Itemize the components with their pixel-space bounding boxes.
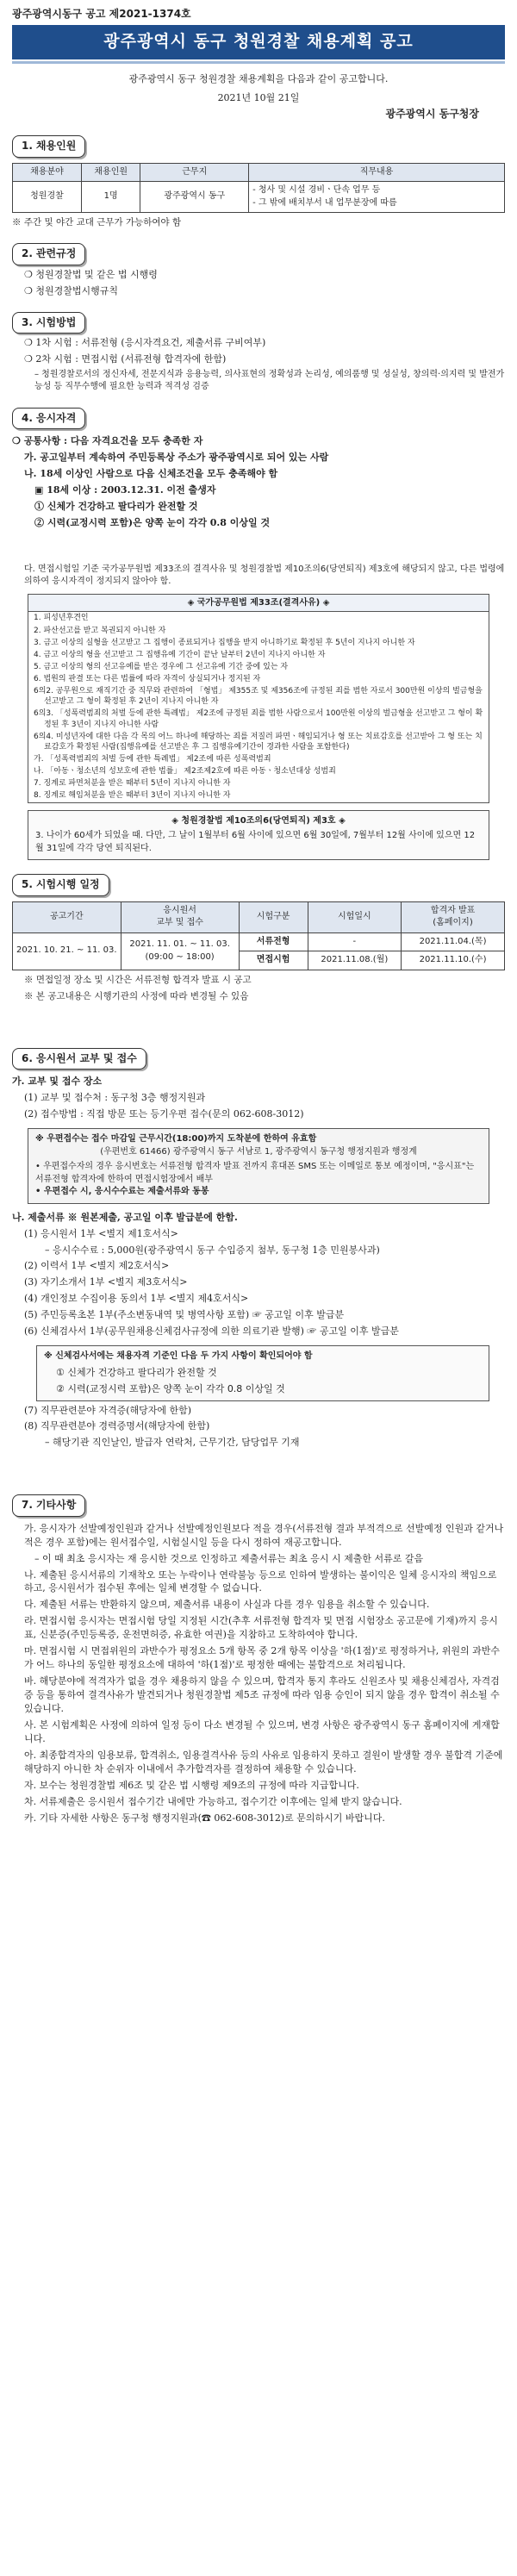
section-number: 1. [22, 140, 33, 153]
disqualification-item: 가. 「성폭력범죄의 처벌 등에 관한 특례법」 제2조에 따른 성폭력범죄 [34, 755, 271, 764]
etc-item: 가. 응시자가 선발예정인원과 같거나 선발예정인원보다 적을 경우(서류전형 결과 부적격으로 선발예정 인원과 같거나 적은 경우 포함)에는 원서접수일, 시험실시일 등을 다시 정하여 재공고합니다. [24, 1522, 504, 1548]
list-item: ❍ 청원경찰법 및 같은 법 시행령 [24, 268, 158, 280]
disqualification-item: 5. 금고 이상의 형의 선고유예를 받은 경우에 그 선고유예 기간 중에 있는 자 [34, 662, 289, 671]
list-item: ② 시력(교정시력 포함)은 양쪽 눈이 각각 0.8 이상일 것 [56, 1382, 285, 1394]
mail-submission-box [28, 1128, 489, 1204]
table-header-row [13, 163, 505, 182]
requirement-na: 나. 18세 이상인 사람으로 다음 신체조건을 모두 충족해야 함 [24, 468, 278, 480]
etc-list [12, 1522, 505, 1825]
section-heading-schedule [12, 874, 109, 895]
table-cell: 2021.11.08.(월) [308, 951, 401, 970]
disqualification-item: 6의4. 미성년자에 대한 다음 각 목의 어느 하나에 해당하는 죄를 저질러 파면ㆍ해임되거나 형 또는 치료감호를 선고받아 그 형 또는 치료감호가 확정된 사람(집행유예를 선고받은 후 그 집행유예기간이 경과한 사람을 포함한다) [34, 732, 483, 752]
notice-date: 2021년 10월 21일 [217, 91, 300, 103]
etc-item: 마. 면접시험 시 면접위원의 과반수가 평정요소 5개 항목 중 2개 항목 이상을 '하(1점)'로 평정하거나, 위원의 과반수가 어느 하나의 동일한 평정요소에 대하여 '하(1점)'로 평정한 때에는 불합격으로 처리됩니다. [24, 1645, 500, 1671]
etc-item: 다. 제출된 서류는 반환하지 않으며, 제출서류 내용이 사실과 다를 경우 임용을 취소할 수 있습니다. [24, 1599, 430, 1611]
box-line: • 우편접수자의 경우 응시번호는 서류전형 합격자 발표 전까지 휴대폰 SMS 또는 이메일로 통보 예정이며, "응시표"는 서류전형 합격자에 한하여 면접시험장에서 배부 [35, 1162, 475, 1184]
callout-text: 3. 나이가 60세가 되었을 때. 다만, 그 날이 1월부터 6월 사이에 있으면 6월 30일에, 7월부터 12월 사이에 있으면 12월 31일에 각각 당연 퇴직된다. [35, 831, 476, 853]
box-line: • 우편접수 시, 응시수수료는 제출서류와 동봉 [35, 1187, 209, 1197]
table-cell: 2021. 11. 01. ~ 11. 03. (09:00 ~ 18:00) [121, 932, 239, 970]
table-cell: 2021.11.10.(수) [402, 951, 505, 970]
table-cell: - 청사 및 시설 경비ㆍ단속 업무 등 - 그 밖에 배치부서 내 업무분장에 따름 [249, 182, 505, 213]
document-number: 광주광역시동구 공고 제2021-1374호 [12, 8, 191, 20]
section-title: 시험방법 [35, 315, 77, 328]
document-item: – 해당기관 직인날인, 발급자 연락처, 근무기간, 담당업무 기재 [45, 1437, 300, 1449]
etc-item: 라. 면접시험 응시자는 면접시험 당일 지정된 시간(추후 서류전형 합격자 및 면접 시험장소 공고문에 기재)까지 응시표, 신분증(주민등록증, 운전면허증, 유효한 여권)을 지참하고 도착하여야 합니다. [24, 1615, 498, 1641]
schedule-note: ※ 면접일정 장소 및 시간은 서류전형 합격자 발표 시 공고 [24, 974, 252, 985]
disqualification-item: 3. 금고 이상의 실형을 선고받고 그 집행이 종료되거나 집행을 받지 아니하기로 확정된 후 5년이 지나지 아니한 자 [34, 638, 415, 647]
table-cell: 서류전형 [239, 932, 308, 951]
list-item: – 청원경찰로서의 정신자세, 전문지식과 응용능력, 의사표현의 정확성과 논리성, 예의품행 및 성실성, 창의력·의지력 및 발전가능성 등 직무수행에 필요한 능력과 적격성 검증 [34, 369, 505, 392]
list-item: (1) 교부 및 접수처 : 동구청 3층 행정지원과 [24, 1092, 206, 1104]
box-line: ※ 우편접수는 접수 마감일 근무시간(18:00)까지 도착분에 한하여 유효함 [35, 1134, 317, 1145]
table-header: 응시원서 교부 및 접수 [121, 901, 239, 932]
table-header: 채용분야 [13, 163, 82, 182]
disqualification-item: 6. 법원의 판결 또는 다른 법률에 따라 자격이 상실되거나 정지된 자 [34, 675, 261, 684]
table-header: 시험일시 [308, 901, 401, 932]
list-item: ❍ 1차 시험 : 서류전형 (응시자격요건, 제출서류 구비여부) [24, 336, 266, 348]
disqualification-item: 1. 피성년후견인 [34, 614, 89, 623]
section-number: 5. [22, 878, 33, 891]
section-heading-qualifications [12, 408, 85, 429]
document-item: (2) 이력서 1부 <별지 제2호서식> [24, 1260, 170, 1272]
disqualification-list [28, 612, 489, 801]
list-item: ① 신체가 건강하고 팔다리가 완전할 것 [56, 1366, 217, 1378]
body-condition-1: ① 신체가 건강하고 팔다리가 완전할 것 [34, 500, 198, 512]
document-item: (5) 주민등록초본 1부(주소변동내역 및 병역사항 포함) ☞ 공고일 이후 발급분 [24, 1309, 345, 1321]
section-heading-regulations [12, 243, 85, 265]
section-title: 채용인원 [35, 140, 77, 153]
section-title: 관련규정 [35, 247, 77, 260]
disqualification-item: 2. 파산선고를 받고 복권되지 아니한 자 [34, 626, 166, 635]
document-item: – 응시수수료 : 5,000원(광주광역시 동구 수입증지 첨부, 동구청 1층 민원봉사과) [45, 1244, 380, 1256]
section-title: 응시원서 교부 및 접수 [35, 1051, 137, 1064]
document-item: (6) 신체검사서 1부(공무원채용신체검사규정에 의한 의료기관 발행) ☞ 공고일 이후 발급분 [24, 1325, 399, 1338]
age-condition: ▣ 18세 이상 : 2003.12.31. 이전 출생자 [34, 484, 216, 496]
table-header-row [13, 901, 505, 932]
table-header: 채용인원 [81, 163, 140, 182]
subsection-na: 나. 제출서류 ※ 원본제출, 공고일 이후 발급분에 한함. [12, 1211, 238, 1223]
section-number: 4. [22, 411, 33, 424]
table-row [13, 932, 505, 951]
table-cell: 청원경찰 [13, 182, 82, 213]
subsection-ga: 가. 교부 및 접수 장소 [12, 1076, 103, 1088]
box-title: ◈ 국가공무원법 제33조(결격사유) ◈ [28, 595, 489, 613]
list-item: (2) 접수방법 : 직접 방문 또는 등기우편 접수(문의 062-608-3012) [24, 1108, 304, 1120]
schedule-note: ※ 본 공고내용은 시행기관의 사정에 따라 변경될 수 있음 [24, 990, 249, 1001]
disqualification-item: 4. 금고 이상의 형을 선고받고 그 집행유예 기간이 끝난 날부터 2년이 지나지 아니한 자 [34, 650, 326, 659]
medical-check-box [36, 1345, 489, 1400]
box-line: (우편번호 61466) 광주광역시 동구 서남로 1, 광주광역시 동구청 행정지원과 행정계 [100, 1146, 417, 1157]
etc-item: 바. 해당분야에 적격자가 없을 경우 채용하지 않을 수 있으며, 합격자 통지 후라도 신원조사 및 채용신체검사, 자격검증 등을 통하여 결격사유가 발견되거나 청원경찰법 제5조 규정에 따라 임용 승인이 되지 않을 경우 합격이 취소될 수 있습니다. [24, 1675, 500, 1714]
document-item: (7) 직무관련분야 자격증(해당자에 한함) [24, 1404, 192, 1416]
list-item: ❍ 2차 시험 : 면접시험 (서류전형 합격자에 한함) [24, 352, 227, 365]
section-heading-application [12, 1048, 146, 1070]
table-header: 직무내용 [249, 163, 505, 182]
document-item: (3) 자기소개서 1부 <별지 제3호서식> [24, 1276, 188, 1288]
table-header: 합격자 발표 (홈페이지) [402, 901, 505, 932]
etc-item: 자. 보수는 청원경찰법 제6조 및 같은 법 시행령 제9조의 규정에 따라 지급합니다. [24, 1779, 359, 1791]
box-title: ※ 신체검사서에는 채용자격 기준인 다음 두 가지 사항이 확인되어야 함 [44, 1351, 313, 1362]
section-number: 6. [22, 1051, 33, 1064]
requirement-da: 다. 면접시험일 기준 국가공무원법 제33조의 결격사유 및 청원경찰법 제10조의6(당연퇴직) 제3호에 해당되지 않고, 다른 법령에 의하여 응시자격이 정지되지 않아야 함. [24, 564, 505, 587]
title-divider [12, 61, 505, 64]
table-cell: 2021. 10. 21. ~ 11. 03. [13, 932, 121, 970]
section-title: 시험시행 일정 [35, 878, 100, 891]
body-condition-2: ② 시력(교정시력 포함)은 양쪽 눈이 각각 0.8 이상일 것 [34, 516, 271, 528]
common-requirement: ❍ 공통사항 : 다음 자격요건을 모두 충족한 자 [12, 435, 203, 447]
document-list [12, 1227, 505, 1339]
table-cell: 광주광역시 동구 [140, 182, 249, 213]
requirement-ga: 가. 공고일부터 계속하여 주민등록상 주소가 광주광역시로 되어 있는 사람 [24, 452, 329, 464]
table-cell: 1명 [81, 182, 140, 213]
section-heading-exam-method [12, 312, 85, 334]
disqualification-item: 6의3. 「성폭력범죄의 처벌 등에 관한 특례법」 제2조에 규정된 죄를 범한 사람으로서 100만원 이상의 벌금형을 선고받고 그 형이 확정된 후 3년이 지나지 아니한 사람 [34, 709, 483, 729]
section-number: 3. [22, 315, 33, 328]
document-item: (4) 개인정보 수집이용 동의서 1부 <별지 제4호서식> [24, 1293, 249, 1305]
table-cell: 2021.11.04.(목) [402, 932, 505, 951]
callout-title: ◈ 청원경찰법 제10조의6(당연퇴직) 제3호 ◈ [171, 815, 346, 826]
document-list-extra [12, 1404, 505, 1450]
section-number: 7. [22, 1499, 33, 1512]
disqualification-box [28, 594, 489, 803]
disqualification-item: 6의2. 공무원으로 재직기간 중 직무와 관련하여 「형법」 제355조 및 제356조에 규정된 죄를 범한 자로서 300만원 이상의 벌금형을 선고받고 그 형이 확정된 후 2년이 지나지 아니한 자 [34, 687, 483, 707]
schedule-table [12, 901, 505, 970]
disqualification-item: 나. 「아동ㆍ청소년의 성보호에 관한 법률」 제2조제2호에 따른 아동ㆍ청소년대상 성범죄 [34, 767, 336, 777]
document-item: (8) 직무관련분야 경력증명서(해당자에 한함) [24, 1420, 210, 1432]
retirement-callout [28, 810, 489, 861]
section-number: 2. [22, 247, 33, 260]
section-heading-recruitment [12, 135, 85, 157]
recruitment-note: ※ 주간 및 야간 교대 근무가 가능하여야 함 [12, 217, 182, 228]
disqualification-item: 8. 징계로 해임처분을 받은 때부터 3년이 지나지 아니한 자 [34, 791, 231, 801]
table-row [13, 182, 505, 213]
table-cell: 면접시험 [239, 951, 308, 970]
etc-item: – 이 때 최초 응시자는 재 응시한 것으로 인정하고 제출서류는 최초 응시 시 제출한 서류로 갈음 [34, 1552, 424, 1564]
page-title: 광주광역시 동구 청원경찰 채용계획 공고 [12, 25, 505, 59]
etc-item: 아. 최종합격자의 임용보류, 합격취소, 임용결격사유 등의 사유로 임용하지 못하고 결원이 발생할 경우 불합격 기준에 해당하지 아니한 차 순위자 이내에서 추가합격자를 결정하여 채용할 수 있습니다. [24, 1749, 503, 1775]
table-header: 공고기간 [13, 901, 121, 932]
etc-item: 사. 본 시험계획은 사정에 의하여 일정 등이 다소 변경될 수 있으며, 변경 사항은 광주광역시 동구 홈페이지에 게재합니다. [24, 1718, 500, 1744]
list-item: ❍ 청원경찰법시행규칙 [24, 284, 118, 296]
etc-item: 차. 서류제출은 응시원서 접수기간 내에만 가능하고, 접수기간 이후에는 일체 받지 않습니다. [24, 1795, 402, 1807]
disqualification-item: 7. 징계로 파면처분을 받은 때부터 5년이 지나지 아니한 자 [34, 779, 231, 789]
document-item: (1) 응시원서 1부 <별지 제1호서식> [24, 1227, 178, 1239]
intro-text: 광주광역시 동구 청원경찰 채용계획을 다음과 같이 공고합니다. [128, 72, 389, 84]
etc-item: 카. 기타 자세한 사항은 동구청 행정지원과(☎ 062-608-3012)로 문의하시기 바랍니다. [24, 1812, 385, 1824]
table-cell: - [308, 932, 401, 951]
issuer: 광주광역시 동구청장 [385, 107, 479, 120]
recruitment-table [12, 163, 505, 214]
section-heading-etc [12, 1494, 85, 1516]
table-header: 시험구분 [239, 901, 308, 932]
section-title: 기타사항 [35, 1499, 77, 1512]
etc-item: 나. 제출된 응시서류의 기재착오 또는 누락이나 연락불능 등으로 인하여 발생하는 불이익은 일체 응시자의 책임으로 하고, 응시원서가 접수된 후에는 일체 변경할 수 없습니다. [24, 1569, 497, 1594]
table-header: 근무지 [140, 163, 249, 182]
section-title: 응시자격 [35, 411, 77, 424]
